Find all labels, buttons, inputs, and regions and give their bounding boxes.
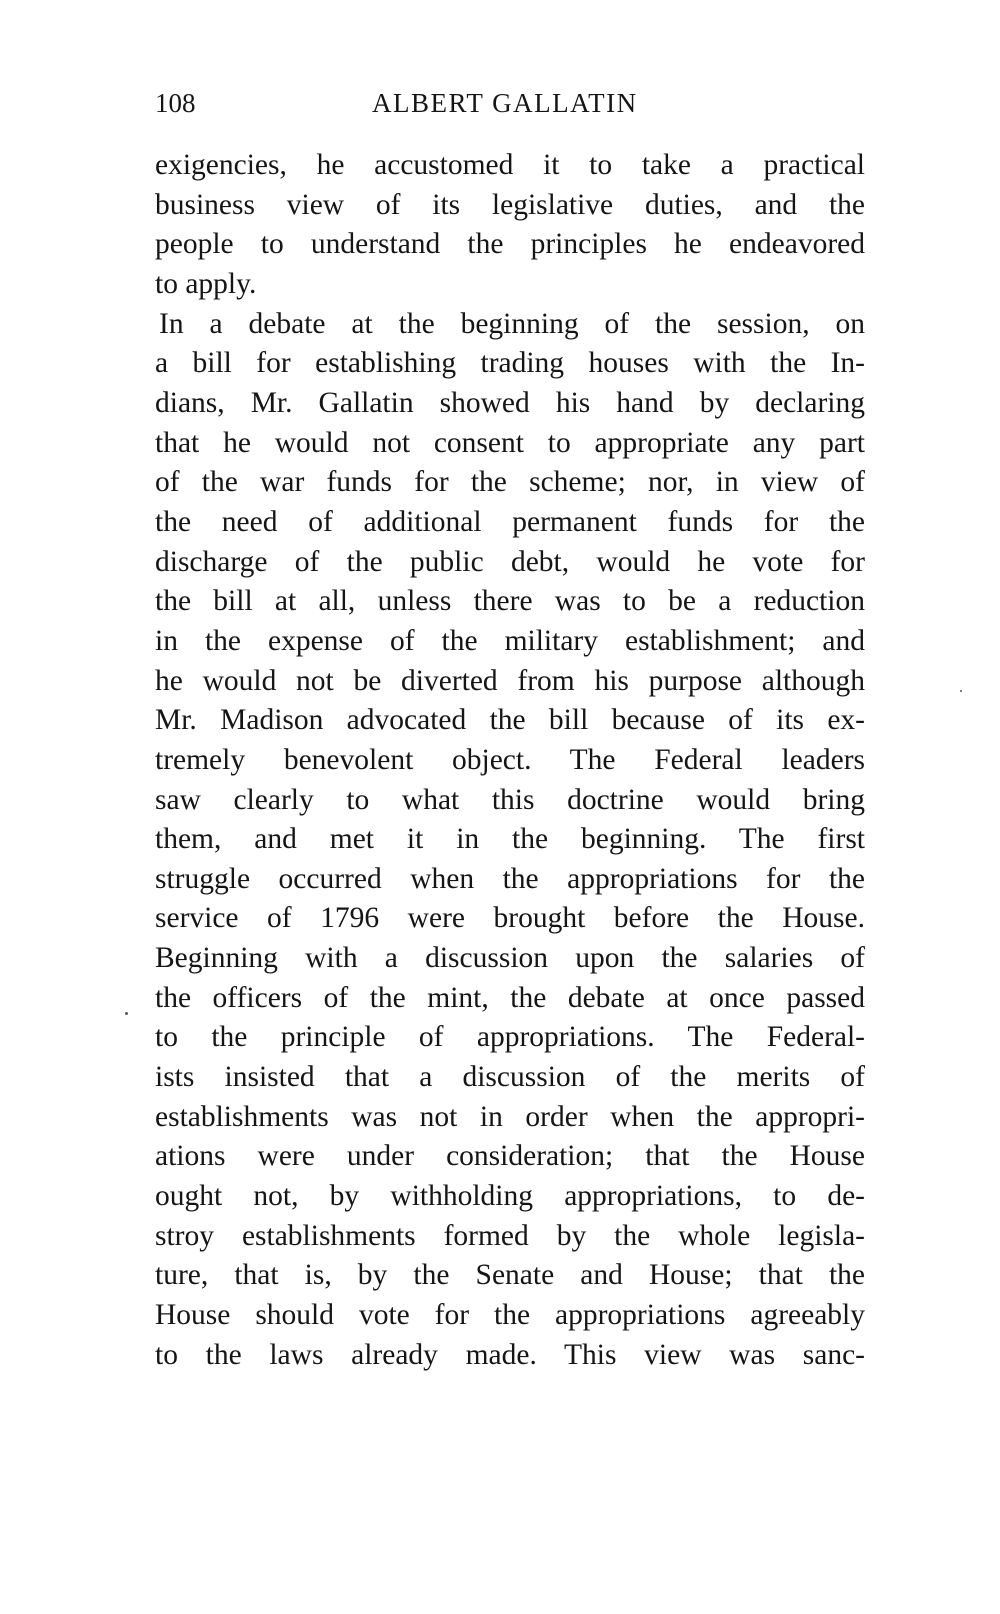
text-line: stroy establishments formed by the whole legisla- (155, 1219, 865, 1252)
text-line: discharge of the public debt, would he vote for (155, 545, 865, 578)
text-line: the officers of the mint, the debate at once passed (155, 981, 865, 1014)
text-line: Mr. Madison advocated the bill because of its ex- (155, 704, 865, 737)
text-line: dians, Mr. Gallatin showed his hand by declaring (155, 386, 865, 419)
body-text (155, 146, 865, 1375)
text-line: to the laws already made. This view was sanc- (155, 1338, 865, 1371)
text-line: struggle occurred when the appropriations for the (155, 862, 865, 895)
text-line: of the war funds for the scheme; nor, in view of (155, 466, 865, 499)
text-line: a bill for establishing trading houses with the In- (155, 347, 865, 380)
page-number: 108 (155, 88, 196, 118)
text-line: saw clearly to what this doctrine would bring (155, 783, 865, 816)
text-line: establishments was not in order when the appropri- (155, 1100, 865, 1133)
text-line: ture, that is, by the Senate and House; that the (155, 1259, 865, 1292)
text-line: to apply. (155, 267, 257, 300)
running-title: ALBERT GALLATIN (372, 88, 638, 118)
text-line: he would not be diverted from his purpose although (155, 664, 865, 697)
text-line: tremely benevolent object. The Federal leaders (155, 743, 865, 776)
scan-speck (125, 1012, 128, 1015)
text-line: the need of additional permanent funds for the (155, 505, 865, 538)
text-line: Beginning with a discussion upon the salaries of (155, 942, 865, 975)
text-line: ought not, by withholding appropriations, to de- (155, 1180, 865, 1213)
text-line: to the principle of appropriations. The Federal- (155, 1021, 865, 1054)
text-line: ists insisted that a discussion of the merits of (155, 1061, 865, 1094)
text-line: In a debate at the beginning of the session, on (159, 307, 865, 340)
text-line: service of 1796 were brought before the House. (155, 902, 865, 935)
text-line: exigencies, he accustomed it to take a practical (155, 149, 865, 181)
text-line: people to understand the principles he endeavored (155, 228, 865, 261)
text-line: House should vote for the appropriations agreeably (155, 1299, 865, 1332)
text-line: business view of its legislative duties, and the (155, 188, 865, 221)
text-line: that he would not consent to appropriate any part (155, 426, 865, 459)
text-line: ations were under consideration; that the House (155, 1140, 865, 1173)
text-line: them, and met it in the beginning. The first (155, 823, 865, 856)
text-line: in the expense of the military establishment; and (155, 624, 865, 657)
text-line: the bill at all, unless there was to be a reduction (155, 585, 865, 618)
scan-speck (960, 690, 962, 692)
